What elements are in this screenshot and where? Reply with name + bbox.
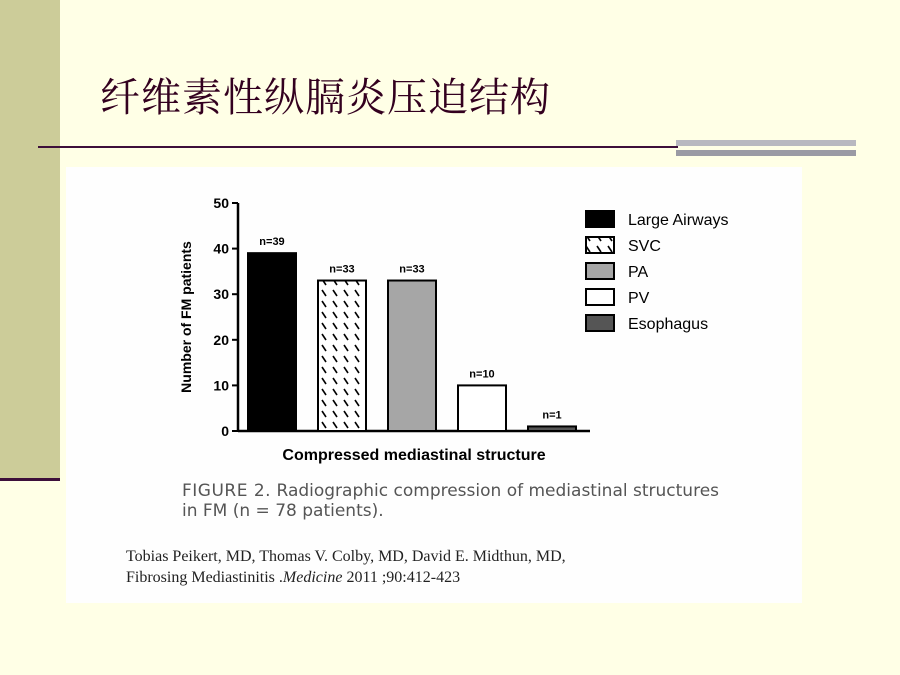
left-decor-line [0,478,60,481]
legend-entry: SVC [628,238,661,255]
title-rule [38,146,678,148]
bar-chart [66,167,802,467]
legend-entry: Large Airways [628,212,729,229]
citation [126,546,566,588]
caption-text-2: in FM (n = 78 patients). [182,501,384,521]
y-tick-label: 0 [221,423,229,439]
y-axis-label: Number of FM patients [178,241,194,393]
legend-swatch [586,237,614,253]
citation-suffix: 2011 ;90:412-423 [342,569,461,586]
legend-swatch [586,263,614,279]
citation-line-1: Tobias Peikert, MD, Thomas V. Colby, MD, David E. Midthun, MD, [126,548,566,565]
legend-entry: PA [628,264,649,281]
x-axis-label: Compressed mediastinal structure [282,447,546,464]
y-tick-label: 50 [213,195,229,211]
legend-entry: PV [628,290,650,307]
bar-pv [458,385,506,431]
slide-title: 纤维素性纵膈炎压迫结构 [100,75,551,121]
data-label: n=1 [542,409,562,422]
bar-large-airways [248,253,296,431]
legend-swatch [586,315,614,331]
y-tick-label: 20 [213,331,229,348]
y-tick-label: 10 [213,377,229,394]
citation-prefix: Fibrosing Mediastinitis . [126,569,283,586]
citation-journal: Medicine [282,569,343,586]
left-decor-band [0,0,60,480]
legend-entry: Esophagus [628,316,709,333]
figure-panel [66,167,802,603]
y-tick-label: 30 [213,286,229,303]
y-tick-label: 40 [213,240,229,257]
data-label: n=10 [469,368,495,381]
legend-swatch [586,211,614,227]
bar-pa [388,281,436,431]
data-label: n=39 [259,236,285,249]
title-accent-bar [676,140,856,156]
data-label: n=33 [329,263,355,276]
bar-esophagus [528,426,576,431]
legend-swatch [586,289,614,305]
figure-caption [182,481,782,521]
data-label: n=33 [399,263,425,276]
caption-label: FIGURE 2. [182,481,272,501]
bar-svc [318,281,366,431]
caption-text: Radiographic compression of mediastinal structures [276,481,720,501]
